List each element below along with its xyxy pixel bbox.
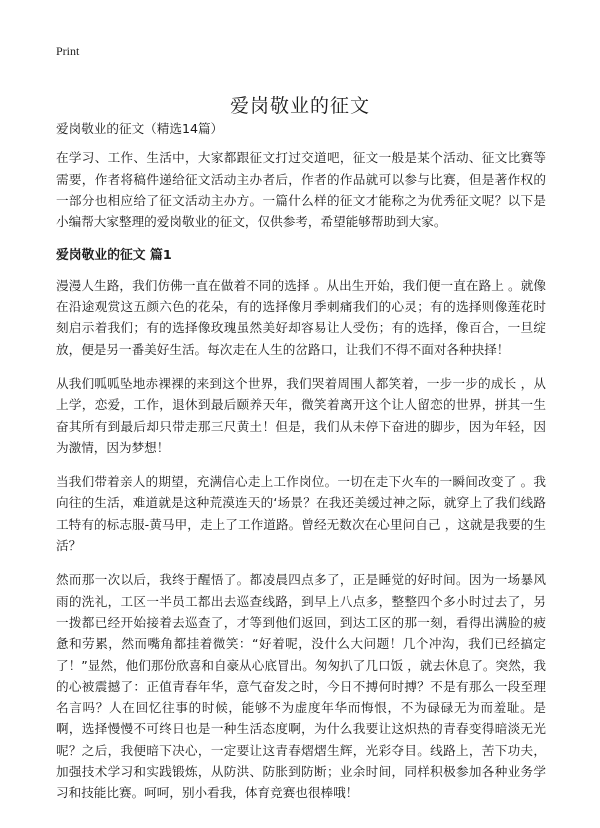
body-paragraph: 漫漫人生路，我们仿佛一直在做着不同的选择 。从出生开始，我们便一直在路上 。就像在沿途观赏这五颜六色的花朵，有的选择像月季刺痛我们的心灵；有的选择则像莲花时刻启示着我们；有的选择像玫瑰虽然美好却容易让人受伤；有的选择，像百合，一旦绽放，便是另一番美好生活。每次走在人生的岔路口，让我们不得不面对各种抉择！ <box>56 277 546 357</box>
print-link[interactable]: Print <box>56 44 80 58</box>
body-paragraph: 然而那一次以后，我终于醒悟了。都凌晨四点多了，正是睡觉的好时间。因为一场暴风雨的洗礼，工区一半员工都出去巡查线路，到早上八点多，整整四个多小时过去了，另一拨都已经开始接着去巡查了，才等到他们返回，到达工区的那一刻，看得出满脸的疲惫和劳累，然而嘴角都挂着微笑：“好着呢，没什么大问题！几个冲沟，我们已经搞定了！”显然，他们那份欣喜和自豪从心底冒出。匆匆扒了几口饭 ，就去休息了。突然，我的心被震撼了：正值青春年华，意气奋发之时，今日不搏何时搏？不是有那么一段至理名言吗？人在回忆往事的时候，能够不为虚度年华而悔恨，不为碌碌无为而羞耻。是啊，选择慢慢不可终日也是一种生活态度啊，为什么我要让这炽热的青春变得暗淡无光呢？之后，我便暗下决心，一定要让这青春熠熠生辉，光彩夺目。线路上，苦下功夫，加强技术学习和实践锻炼，从防洪、防胀到防断；业余时间，同样积极参加各种业务学习和技能比赛。呵呵，别小看我，体育竞赛也很棒哦！ <box>56 572 546 801</box>
document-subtitle: 爱岗敬业的征文（精选14篇） <box>56 121 224 136</box>
section-heading: 爱岗敬业的征文 篇1 <box>56 248 172 264</box>
intro-paragraph: 在学习、工作、生活中，大家都跟征文打过交道吧，征文一般是某个活动、征文比赛等需要，作者将稿件递给征文活动主办者后，作者的作品就可以参与比赛，但是著作权的一部分也相应给了征文活动主办方。一篇什么样的征文才能称之为优秀征文呢？以下是小编帮大家整理的爱岗敬业的征文，仅供参考，希望能够帮助到大家。 <box>56 150 546 230</box>
document-body <box>56 118 546 817</box>
body-paragraph: 当我们带着亲人的期望，充满信心走上工作岗位。一切在走下火车的一瞬间改变了 。我向往的生活，难道就是这种荒漠连天的‘场景？在我还美缓过神之际，就穿上了我们线路工特有的标志服-黄马甲，走上了工作道路。曾经无数次在心里问自己 ，这就是我要的生活？ <box>56 474 546 554</box>
body-paragraph: 从我们呱呱坠地赤裸裸的来到这个世界，我们哭着周围人都笑着，一步一步的成长 ，从上学，恋爱，工作，退休到最后颐养天年，微笑着离开这个让人留恋的世界，拼其一生奋其所有到最后却只带走那三尺黄土！但是，我们从未停下奋进的脚步，因为年轻，因为激情，因为梦想！ <box>56 375 546 455</box>
document-title: 爱岗敬业的征文 <box>229 94 370 117</box>
